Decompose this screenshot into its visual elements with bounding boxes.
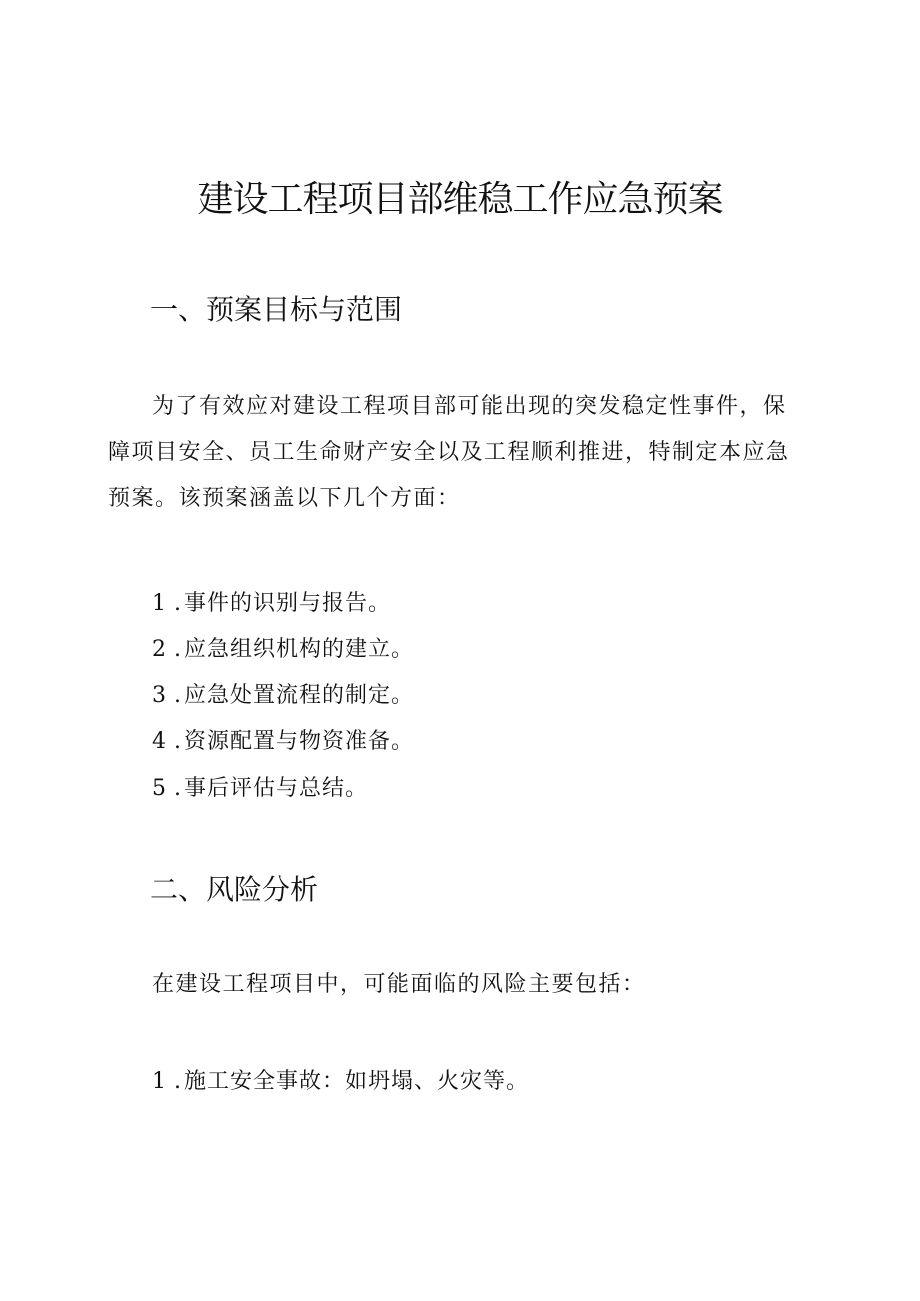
list-item-text: 施工安全事故：如坍塌、火灾等。 [184, 1069, 530, 1094]
section-heading-objectives: 一、预案目标与范围 [150, 293, 403, 326]
list-item: 2 .应急组织机构的建立。 [152, 634, 414, 666]
list-item-number: 5 [152, 776, 167, 801]
list-item-number: 4 [152, 729, 167, 754]
section-paragraph-risk-analysis: 在建设工程项目中，可能面临的风险主要包括： [152, 972, 646, 997]
list-item: 5 .事后评估与总结。 [152, 773, 368, 805]
section-heading-risk-analysis: 二、风险分析 [150, 873, 319, 906]
list-item: 1 .事件的识别与报告。 [152, 588, 391, 620]
list-item-number: 3 [152, 683, 167, 708]
list-item-text: 资源配置与物资准备。 [184, 729, 415, 754]
list-item-text: 应急处置流程的制定。 [184, 683, 415, 708]
section-paragraph-objectives: 为了有效应对建设工程项目部可能出现的突发稳定性事件，保障项目安全、员工生命财产安全以及工程顺利推进，特制定本应急预案。该预案涵盖以下几个方面： [108, 394, 790, 511]
list-item-number: 2 [152, 637, 167, 662]
document-title: 建设工程项目部维稳工作应急预案 [197, 179, 723, 220]
list-item-text: 应急组织机构的建立。 [184, 637, 415, 662]
list-item: 4 .资源配置与物资准备。 [152, 726, 414, 758]
list-item: 3 .应急处置流程的制定。 [152, 680, 414, 712]
list-item-number: 1 [152, 1069, 167, 1094]
list-item-text: 事后评估与总结。 [184, 776, 369, 801]
list-item-number: 1 [152, 591, 167, 616]
list-item-text: 事件的识别与报告。 [184, 591, 392, 616]
list-item: 1 .施工安全事故：如坍塌、火灾等。 [152, 1066, 529, 1098]
